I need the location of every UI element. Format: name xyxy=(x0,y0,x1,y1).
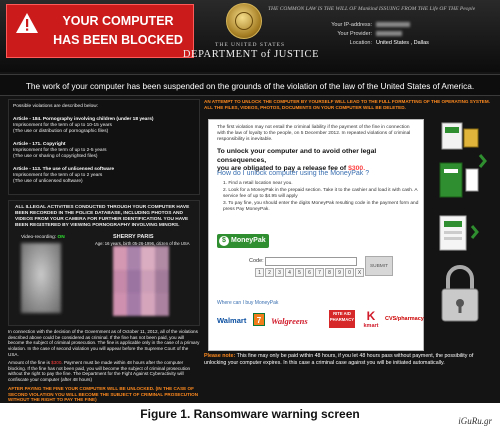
person-name: SHERRY PARIS xyxy=(113,234,154,240)
ip-value-blurred xyxy=(376,22,410,27)
violation-description: (The use or sharing of copyrighted files) xyxy=(13,154,98,159)
violation-title: Article - 171. Copyright xyxy=(13,142,66,147)
fine-amount: $300 xyxy=(51,360,62,365)
store-logo-rite-aid: RITE AID PHARMACY xyxy=(329,310,355,328)
keypad-key[interactable]: 4 xyxy=(285,268,294,277)
webcam-video-thumbnail xyxy=(21,243,61,313)
keypad-key[interactable]: 9 xyxy=(335,268,344,277)
violations-intro: Possible violations are described below: xyxy=(13,104,99,109)
violation-penalty: Imprisonment for the term of up to 2 years xyxy=(13,173,103,178)
note-label: Please note: xyxy=(204,353,236,359)
keypad-key[interactable]: 5 xyxy=(295,268,304,277)
store-logo-walmart: Walmart xyxy=(217,316,247,325)
figure-caption: Figure 1. Ransomware warning screen xyxy=(140,407,360,421)
fine-text-suffix: . Payment must be made within 48 hours after the computer blocking. If the fine has not been paid, you will become the subject of criminal prosecution without the right to pay the fine. The Department for the Fight Against Cyberactivity will confiscate your computer (after 48 hours) xyxy=(8,360,191,383)
location-value: United States , Dallas xyxy=(376,40,429,46)
note-text: This fine may only be paid within 48 hours, if you let 48 hours pass without payment, the possibility of unlocking your computer expires. In this case a criminal case against you will be initiated automatically. xyxy=(204,353,474,366)
violation-item xyxy=(13,167,199,185)
keypad-key[interactable]: 3 xyxy=(275,268,284,277)
blocked-alert-text xyxy=(45,12,191,50)
keypad-key[interactable]: 6 xyxy=(305,268,314,277)
howto-step: 2. Look for a MoneyPak in the prepaid section. Take it to the cashier and load it with cash. A service fee of up to $4.95 will apply xyxy=(223,188,418,199)
kmart-k-glyph: K xyxy=(366,309,376,323)
alert-line-1: YOUR COMPUTER xyxy=(62,14,174,28)
store-logo-7-eleven: 7 xyxy=(253,313,265,326)
legal-paragraph: In connection with the decision of the Government as of October 11, 2012, all of the violations described above could be considered as criminal. If the fine has not been paid, you will become the subject of criminal prosecution. The fine is applicable only in the case of a primary violation. In the case of second violation you will appear before the Supreme Court of the USA. xyxy=(8,329,200,357)
dollar-icon: $ xyxy=(219,236,229,246)
keypad-key[interactable]: 7 xyxy=(315,268,324,277)
right-column xyxy=(204,99,496,403)
store-logo-kmart xyxy=(361,310,381,330)
moneypak-label: MoneyPak xyxy=(231,237,266,244)
format-warning: AN ATTEMPT TO UNLOCK THE COMPUTER BY YOURSELF WILL LEAD TO THE FULL FORMATTING OF THE OPERATING SYSTEM. ALL THE FILES, VIDEOS, PHOTOS, DOCUMENTS ON YOUR COMPUTER WILL BE DELETED. xyxy=(204,99,490,110)
blurred-photo-thumbnail xyxy=(113,246,169,316)
howto-title: How do I unlock computer using the MoneyPak ? xyxy=(217,170,370,177)
ip-label: Your IP-address: xyxy=(331,22,372,28)
provider-label: Your Provider: xyxy=(337,31,372,37)
kmart-label: kmart xyxy=(363,323,379,329)
department-subtitle: THE UNITED STATES xyxy=(214,42,286,48)
store-logo-cvs: CVS/pharmacy xyxy=(385,316,424,322)
keypad-key[interactable]: 1 xyxy=(255,268,264,277)
department-seal-logo xyxy=(226,3,262,39)
warning-icon xyxy=(15,12,39,34)
howto-step: 3. To pay fine, you should enter the digits MoneyPak resulting code in the payment form and press Pay MoneyPak. xyxy=(223,201,419,212)
howto-step: 1. Find a retail location near you. xyxy=(223,181,293,186)
violation-item xyxy=(13,142,199,160)
location-label: Location: xyxy=(349,40,372,46)
moneypak-card-illustration xyxy=(430,121,494,331)
violation-item xyxy=(13,117,199,135)
payment-deadline-note xyxy=(204,353,496,367)
code-label: Code: xyxy=(249,258,264,264)
violation-title: Article - 184. Pornography involving children (under 18 years) xyxy=(13,117,154,122)
watermark: iGuRu.gr xyxy=(458,416,492,426)
headline-bar xyxy=(0,74,500,96)
violation-penalty: Imprisonment for the term of up to 10-15 years xyxy=(13,123,112,128)
video-recording-label: Video-recording: xyxy=(21,235,57,240)
keypad-key[interactable]: 8 xyxy=(325,268,334,277)
unlock-notice: AFTER PAYING THE FINE YOUR COMPUTER WILL BE UNLOCKED. (IN THE CASE OF SECOND VIOLATION YOU WILL BECOME THE SUBJECT OF CRIMINAL PROSECUTION WITHOUT THE RIGHT TO PAY THE FINE) xyxy=(8,386,199,403)
fine-paragraph xyxy=(8,360,200,383)
activities-box xyxy=(8,200,200,326)
activities-text: ALL ILLEGAL ACTIVITIES CONDUCTED THROUGH YOUR COMPUTER HAVE BEEN RECORDED IN THE POLICE DATABASE, INCLUDING PHOTOS AND VIDEOS FROM YOUR CAMERA FOR FURTHER IDENTIFICATION. YOU HAVE BEEN REGISTERED BY VIEWING PORNOGRAPHY INVOLVING MINORS. xyxy=(15,205,190,228)
header-motto: THE COMMON LAW IS THE WILL OF Mankind ISSUING FROM THE Life OF THE People xyxy=(268,6,476,12)
keypad-clear-key[interactable]: X xyxy=(355,268,364,277)
liability-text: The first violation may not entail the criminal liability if the payment of the fine in connection with the law of loyalty to the people, on 5 December 2012. In repeated violations of criminal responsibility is inevitable. xyxy=(217,125,411,142)
violation-description: (The use or distribution of pornographic files) xyxy=(13,129,109,134)
alert-line-2: HAS BEEN BLOCKED xyxy=(53,33,183,47)
moneypak-code-input[interactable] xyxy=(265,257,357,266)
fine-text-prefix: Amount of the fine is xyxy=(8,360,52,365)
payment-panel xyxy=(208,119,424,351)
moneypak-logo xyxy=(217,234,269,248)
submit-button[interactable]: SUBMIT xyxy=(365,256,393,276)
video-recording-on-badge: ON xyxy=(57,235,65,240)
release-fee-line-2: you are obligated to pay a release fee of xyxy=(217,165,349,172)
person-details: Age: 16 years, birth 05-26-1996, citizen of the USA xyxy=(95,241,190,246)
store-logo-walgreens: Walgreens xyxy=(271,316,308,326)
department-title: DEPARTMENT of JUSTICE xyxy=(182,49,320,60)
moneypak-card-icon xyxy=(440,155,485,197)
left-column xyxy=(8,99,200,403)
headline: The work of your computer has been suspended on the grounds of the violation of the law of the United States of America. xyxy=(25,81,475,91)
checkout-card-icon xyxy=(440,216,477,250)
provider-value-blurred xyxy=(376,31,402,36)
violation-description: (The use of unlicensed software) xyxy=(13,179,83,184)
where-to-buy-link[interactable]: Where can I buy MoneyPak xyxy=(217,300,279,306)
violation-title: Article - 113. The use of unlicensed software xyxy=(13,167,115,172)
violations-box xyxy=(8,99,200,195)
release-fee-line-1: To unlock your computer and to avoid other legal consequences, xyxy=(217,148,377,164)
moneypak-card-icon xyxy=(442,123,478,149)
violation-penalty: Imprisonment for the term of up to 2-5 years xyxy=(13,148,107,153)
padlock-icon xyxy=(442,267,478,321)
keypad-key[interactable]: 2 xyxy=(265,268,274,277)
header xyxy=(0,0,500,72)
release-fee-amount: $300. xyxy=(348,165,366,172)
blocked-alert-banner xyxy=(6,4,194,58)
video-recording-status xyxy=(21,235,101,241)
keypad-key[interactable]: 0 xyxy=(345,268,354,277)
